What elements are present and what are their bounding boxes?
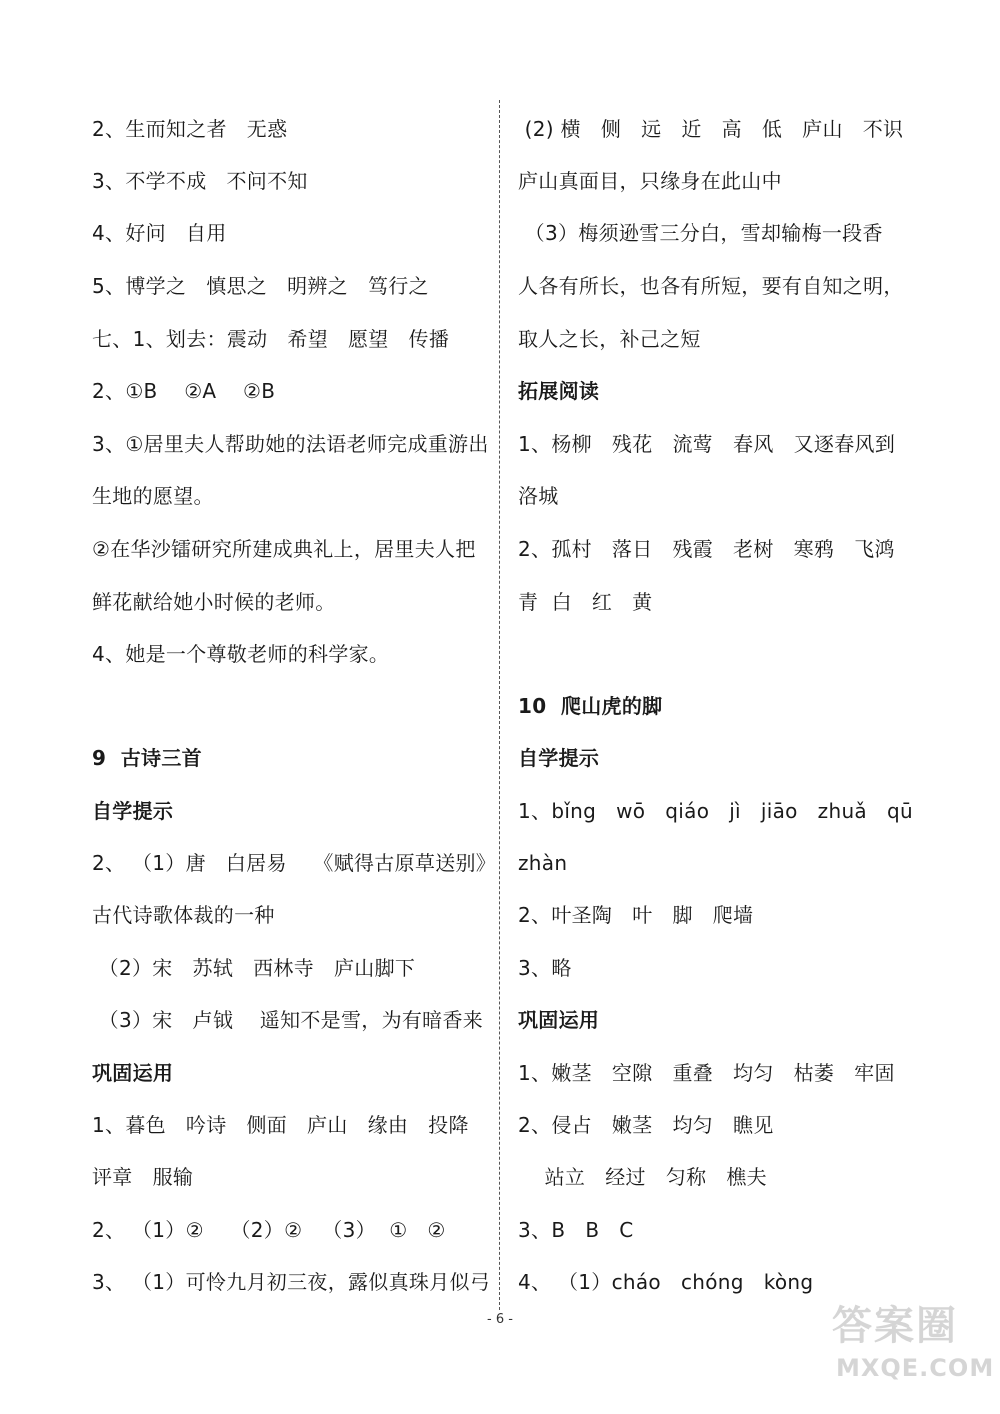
answer-line: （3）宋 卢钺 遥知不是雪，为有暗香来	[92, 1008, 484, 1032]
subsection-heading: 巩固运用	[518, 1008, 600, 1032]
answer-line: 取人之长，补己之短	[518, 327, 701, 351]
answer-line: 站立 经过 匀称 樵夫	[518, 1165, 767, 1189]
answer-line: (2) 横 侧 远 近 高 低 庐山 不识	[518, 117, 904, 141]
answer-line: （3）梅须逊雪三分白，雪却输梅一段香	[518, 221, 883, 245]
answer-line: 4、好问 自用	[92, 221, 227, 245]
answer-line: 评章 服输	[92, 1165, 194, 1189]
watermark-site-text: MXQE.COM	[836, 1354, 995, 1382]
answer-line: 4、 （1）cháo chóng kòng	[518, 1270, 814, 1294]
answer-line: 生地的愿望。	[92, 484, 214, 508]
answer-line: 洛城	[518, 484, 559, 508]
answer-line: 庐山真面目，只缘身在此山中	[518, 169, 782, 193]
answer-line: 4、她是一个尊敬老师的科学家。	[92, 642, 390, 666]
answer-line: 2、 （1）② （2）② （3） ① ②	[92, 1218, 446, 1242]
answer-line: 2、 （1）唐 白居易 《赋得古原草送别》	[92, 851, 497, 875]
answer-line: zhàn	[518, 851, 568, 875]
answer-line: 1、嫩茎 空隙 重叠 均匀 枯萎 牢固	[518, 1061, 895, 1085]
answer-line: 3、B B C	[518, 1218, 634, 1242]
answer-line: （2）宋 苏轼 西林寺 庐山脚下	[92, 956, 416, 980]
watermark-logo	[832, 1294, 995, 1404]
subsection-heading: 拓展阅读	[518, 379, 600, 403]
answer-line: 3、不学不成 不问不知	[92, 169, 308, 193]
answer-line: 七、1、划去：震动 希望 愿望 传播	[92, 327, 450, 351]
page-number: - 6 -	[487, 1312, 513, 1327]
answer-line: 3、①居里夫人帮助她的法语老师完成重游出	[92, 432, 489, 456]
answer-line: 3、略	[518, 956, 572, 980]
answer-line: 古代诗歌体裁的一种	[92, 903, 275, 927]
section-title: 10 爬山虎的脚	[518, 694, 663, 718]
answer-line: 鲜花献给她小时候的老师。	[92, 590, 336, 614]
section-title: 9 古诗三首	[92, 746, 202, 770]
answer-line: 1、bǐng wō qiáo jì jiāo zhuǎ qū	[518, 799, 913, 823]
answer-line: 2、叶圣陶 叶 脚 爬墙	[518, 903, 754, 927]
watermark-logo-text: 答案圈	[832, 1303, 958, 1349]
answer-line: ②在华沙镭研究所建成典礼上，居里夫人把	[92, 537, 476, 561]
subsection-heading: 巩固运用	[92, 1061, 174, 1085]
answer-line: 人各有所长，也各有所短，要有自知之明，	[518, 274, 904, 298]
subsection-heading: 自学提示	[518, 746, 600, 770]
subsection-heading: 自学提示	[92, 799, 174, 823]
answer-line: 1、杨柳 残花 流莺 春风 又逐春风到	[518, 432, 896, 456]
answer-line: 2、孤村 落日 残霞 老树 寒鸦 飞鸿	[518, 537, 895, 561]
answer-line: 1、暮色 吟诗 侧面 庐山 缘由 投降	[92, 1113, 469, 1137]
answer-line: 5、博学之 慎思之 明辨之 笃行之	[92, 274, 429, 298]
answer-line: 3、 （1）可怜九月初三夜，露似真珠月似弓	[92, 1270, 491, 1294]
column-divider	[499, 100, 500, 1310]
answer-line: 2、侵占 嫩茎 均匀 瞧见	[518, 1113, 774, 1137]
answer-line: 青 白 红 黄	[518, 590, 653, 614]
answer-line: 2、生而知之者 无惑	[92, 117, 288, 141]
answer-line: 2、①B ②A ②B	[92, 379, 276, 403]
